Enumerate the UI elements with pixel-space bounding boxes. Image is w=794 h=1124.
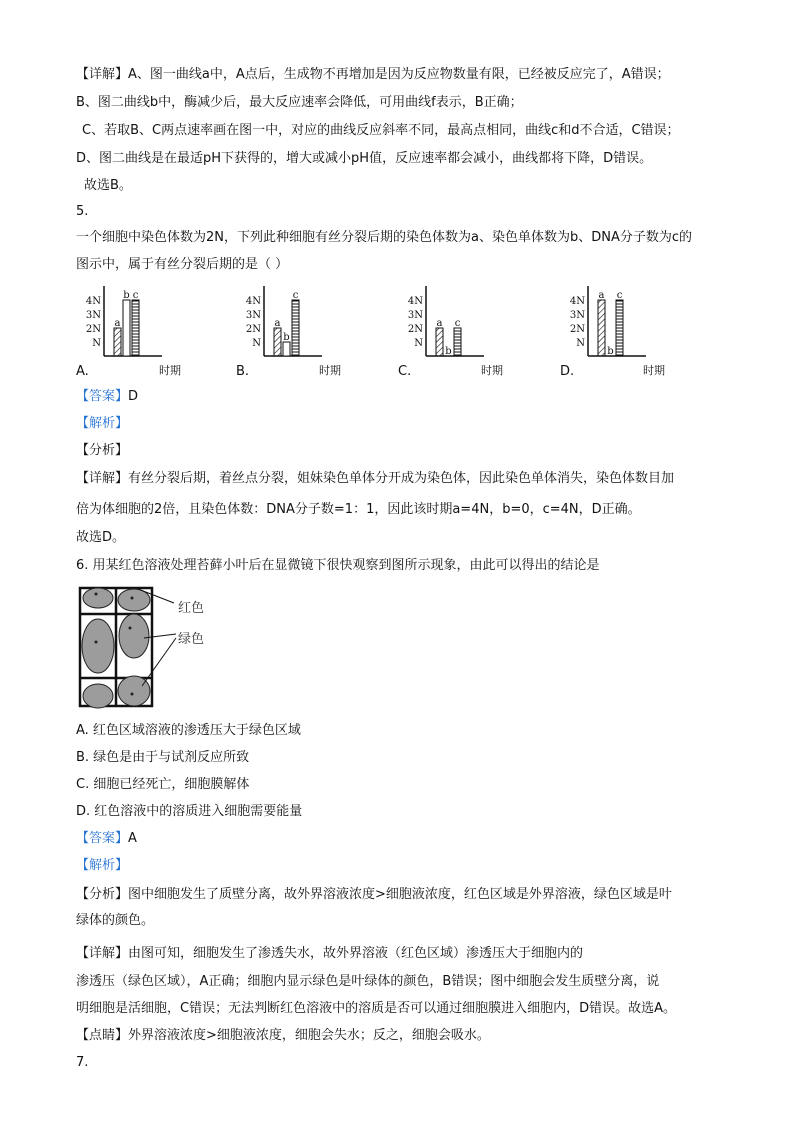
bar-a	[114, 328, 121, 356]
bar-a	[274, 328, 281, 356]
cell-protoplast	[83, 588, 113, 608]
q5-option-c-chart	[400, 282, 520, 378]
q6-detail-line-1: 【详解】由图可知，细胞发生了渗透失水，故外界溶液（红色区域）渗透压大于细胞内的	[76, 946, 584, 961]
bar-b	[123, 300, 130, 356]
q4-detail-line-4: D、图二曲线是在最适pH下获得的，增大或减小pH值，反应速率都会减小，曲线都将下降，D错误。	[76, 151, 653, 166]
bar-label-b: b	[445, 346, 452, 357]
q6-stem: 6. 用某红色溶液处理苔藓小叶后在显微镜下很快观察到图所示现象，由此可以得出的结论是	[76, 558, 600, 573]
x-axis-label: 时期	[319, 364, 341, 377]
y-tick-label: 3N	[245, 310, 261, 321]
q5-answer: 【答案】D	[76, 389, 139, 404]
y-tick-label: 2N	[245, 324, 261, 335]
q6-answer: 【答案】A	[76, 831, 137, 846]
y-tick-label: 3N	[407, 310, 423, 321]
bar-label-b: b	[283, 332, 290, 343]
bar-b	[283, 342, 290, 356]
y-tick-label: N	[414, 338, 423, 349]
q6-detail-line-2: 渗透压（绿色区域），A正确；细胞内显示绿色是叶绿体的颜色，B错误；图中细胞会发生质壁分离，说	[76, 974, 660, 989]
bar-label-a: a	[114, 318, 121, 329]
y-tick-label: N	[92, 338, 101, 349]
y-tick-label: 2N	[85, 324, 101, 335]
q5-stem-line-2: 图示中，属于有丝分裂后期的是（ ）	[76, 257, 289, 272]
bar-c	[616, 300, 623, 356]
y-tick-label: 2N	[407, 324, 423, 335]
y-tick-label: 2N	[569, 324, 585, 335]
bar-a	[436, 328, 443, 356]
q5-option-d-chart	[562, 282, 682, 378]
y-tick-label: N	[576, 338, 585, 349]
bar-label-c: c	[454, 318, 461, 329]
q5-detail-line-1: 【详解】有丝分裂后期，着丝点分裂，姐妹染色单体分开成为染色体，因此染色单体消失，染色体数目加	[76, 471, 675, 486]
q6-option-a: A. 红色区域溶液的渗透压大于绿色区域	[76, 723, 301, 738]
q6-option-c: C. 细胞已经死亡，细胞膜解体	[76, 777, 250, 792]
q5-number: 5.	[76, 204, 89, 219]
q5-option-b-label: B.	[236, 364, 250, 379]
bar-label-a: a	[436, 318, 443, 329]
q6-label-green: 绿色	[178, 632, 205, 647]
bar-label-b: b	[123, 290, 130, 301]
x-axis-label: 时期	[159, 364, 181, 377]
q6-label-red: 红色	[178, 601, 205, 616]
y-tick-label: N	[252, 338, 261, 349]
q5-option-d-label: D.	[560, 364, 575, 379]
bar-label-c: c	[616, 290, 623, 301]
x-axis-label: 时期	[643, 364, 665, 377]
cell-protoplast	[82, 619, 114, 673]
q5-option-a-chart	[78, 282, 198, 378]
bar-label-c: c	[292, 290, 299, 301]
q5-jiexi: 【解析】	[76, 416, 129, 431]
bar-c	[132, 300, 139, 356]
q5-option-c-label: C.	[398, 364, 412, 379]
q5-stem-line-1: 一个细胞中染色体数为2N，下列此种细胞有丝分裂后期的染色体数为a、染色单体数为b、DNA分子数为c的	[76, 230, 692, 245]
y-tick-label: 4N	[85, 296, 101, 307]
q6-fenxi-line-1: 【分析】图中细胞发生了质壁分离，故外界溶液浓度>细胞液浓度，红色区域是外界溶液，绿色区域是叶	[76, 887, 672, 902]
bar-label-c: c	[132, 290, 139, 301]
bar-a	[598, 300, 605, 356]
q6-option-d: D. 红色溶液中的溶质进入细胞需要能量	[76, 804, 303, 819]
q6-detail-line-3: 明细胞是活细胞，C错误；无法判断红色溶液中的溶质是否可以通过细胞膜进入细胞内，D错误。故选A。	[76, 1001, 676, 1016]
y-tick-label: 4N	[407, 296, 423, 307]
q6-jiexi: 【解析】	[76, 858, 129, 873]
y-tick-label: 3N	[85, 310, 101, 321]
q7-number: 7.	[76, 1055, 89, 1070]
y-tick-label: 4N	[245, 296, 261, 307]
bar-label-a: a	[598, 290, 605, 301]
y-tick-label: 3N	[569, 310, 585, 321]
cell-protoplast	[118, 676, 150, 706]
q5-conclusion: 故选D。	[76, 530, 126, 545]
bar-label-a: a	[274, 318, 281, 329]
cell-protoplast	[119, 614, 149, 658]
q4-detail-line-1: 【详解】A、图一曲线a中，A点后，生成物不再增加是因为反应物数量有限，已经被反应完了，A错误；	[76, 67, 670, 82]
q4-conclusion: 故选B。	[84, 178, 132, 193]
bar-c	[454, 328, 461, 356]
q4-detail-line-2: B、图二曲线b中，酶减少后，最大反应速率会降低，可用曲线f表示，B正确；	[76, 95, 523, 110]
q5-detail-line-2: 倍为体细胞的2倍，且染色体数：DNA分子数=1：1，因此该时期a=4N，b=0，c=4N，D正确。	[76, 502, 641, 517]
bar-c	[292, 300, 299, 356]
q6-option-b: B. 绿色是由于与试剂反应所致	[76, 750, 250, 765]
q5-option-a-label: A.	[76, 364, 89, 379]
q5-option-b-chart	[238, 282, 358, 378]
cell-protoplast	[83, 684, 113, 708]
q4-detail-line-3: C、若取B、C两点速率画在图一中，对应的曲线反应斜率不同，最高点相同，曲线c和d不合适，C错误；	[82, 123, 680, 138]
detail-tag: 【详解】	[76, 67, 129, 82]
q6-dianjing: 【点睛】外界溶液浓度>细胞液浓度，细胞会失水；反之，细胞会吸水。	[76, 1028, 490, 1043]
q5-fenxi: 【分析】	[76, 443, 129, 458]
x-axis-label: 时期	[481, 364, 503, 377]
bar-label-b: b	[607, 346, 614, 357]
y-tick-label: 4N	[569, 296, 585, 307]
q6-fenxi-line-2: 绿体的颜色。	[76, 913, 155, 928]
